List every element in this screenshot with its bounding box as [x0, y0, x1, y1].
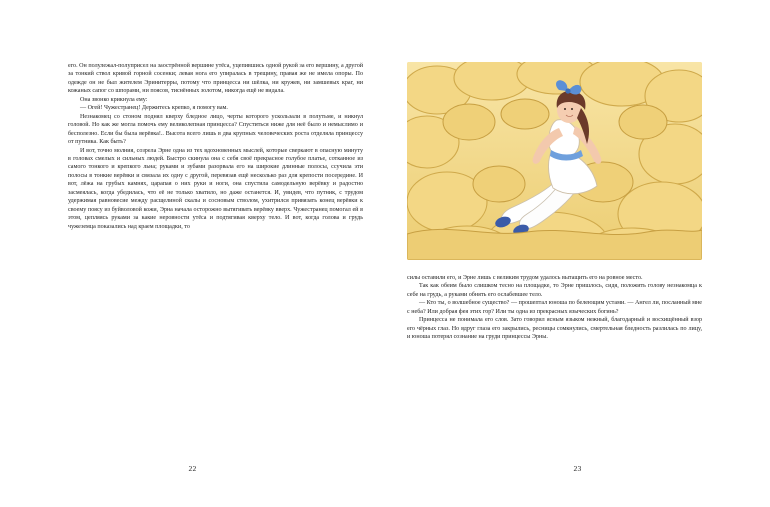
- right-text-column: [407, 274, 702, 342]
- page-number-left: 22: [188, 464, 197, 473]
- left-text-column: [68, 62, 363, 231]
- dialogue-line: — Кто ты, о волшебное существо? — прошептал юноша по белеющим устами. — Ангел ли, посланный мне с неба? Или добрая фея этих гор? Или ты одна из прекрасных языческих богинь?: [407, 300, 702, 315]
- princess-on-rock-illustration: [407, 62, 702, 260]
- dialogue-line: — Огей! Чужестранец! Держитесь крепко, я помогу вам.: [80, 105, 228, 112]
- illustration-artwork: [407, 62, 702, 260]
- paragraph: Принцесса не понимала его слов. Зато говорил ясным языком нежный, благодарный и восхищённый взор его чёрных глаз. Но вдруг глаза его закрылись, ресницы сомкнулись, смертельная бледность разлилась по лицу, и юноша потерял сознание на груди принцессы Эрны.: [407, 317, 702, 341]
- paragraph: Она звонко крикнула ему:: [80, 96, 148, 103]
- page-number-right: 23: [573, 464, 582, 473]
- paragraph: силы оставили его, и Эрне лишь с великим трудом удалось вытащить его на ровное место.: [407, 275, 643, 281]
- paragraph: Так как обеим было слишком тесно на площадке, то Эрне пришлось, сидя, положить голову незнакомца к себе на грудь, а руками обнять его ослабевшее тело.: [407, 283, 702, 298]
- right-page: [385, 0, 770, 507]
- paragraph: Незнакомец со стоном поднял кверху бледное лицо, черты которого ускользали в полутьме, и никнул головой. Но как же могла помочь ему великолепная принцесса? Спуститься ниже для неё было и немыслимо и бесполезно. Если бы была верёвка!.. Высота всего лишь в два крупных человеческих роста отделяла принцессу от путника. Как быть?: [68, 113, 363, 146]
- paragraph: его. Он полулежал-полуприсел на заострённой вершине утёса, уцепившись одной рукой за его вершину, а другой за тонкий ствол кривой горной сосенки; левая нога его упиралась в трещину, правая же не имела опоры. По одежде он не был жителем Эринитерры, потому что принцесса ни шёлка, ни кружев, ни замшевых краг, ни кожаных сапог со шпорами, ни поясов, тиснённых золотом, никогда ещё не видала.: [68, 63, 363, 95]
- paragraph: И вот, точно молния, созрела Эрне одна из тех вдохновенных мыслей, которые сверкают в опасную минуту в головах смелых и сильных людей. Быстро скинула она с себя своё прекрасное голубое платье, сотканное из самого тонкого и крепкого льна; руками и зубами разорвала его на широкие длинные полосы, ссучила эти полосы в тонкие верёвки и связала их одну с другой, перевязав ещё несколько раз для крепости посередине. И вот, лёжа на грубых камнях, царапая о них руки и ноги, она спустила самодельную верёвку и радостно засмеялась, когда убедилась, что её не только хватило, но даже останется. И, увидев, что путник, с трудом удержимая равновесие между расщелиной скалы и сосновым стволом, ухитрился привязать конец верёвки к своему поясу из буйволовой кожи, Эрна начала осторожно вытягивать верёвку вверх. Чужестранец помогал ей в этом, цепляясь руками за какие неровности утёса и подтягивая кверху тело. И вот, когда голова и грудь чужеземца показались над краем площадки, то: [68, 147, 363, 230]
